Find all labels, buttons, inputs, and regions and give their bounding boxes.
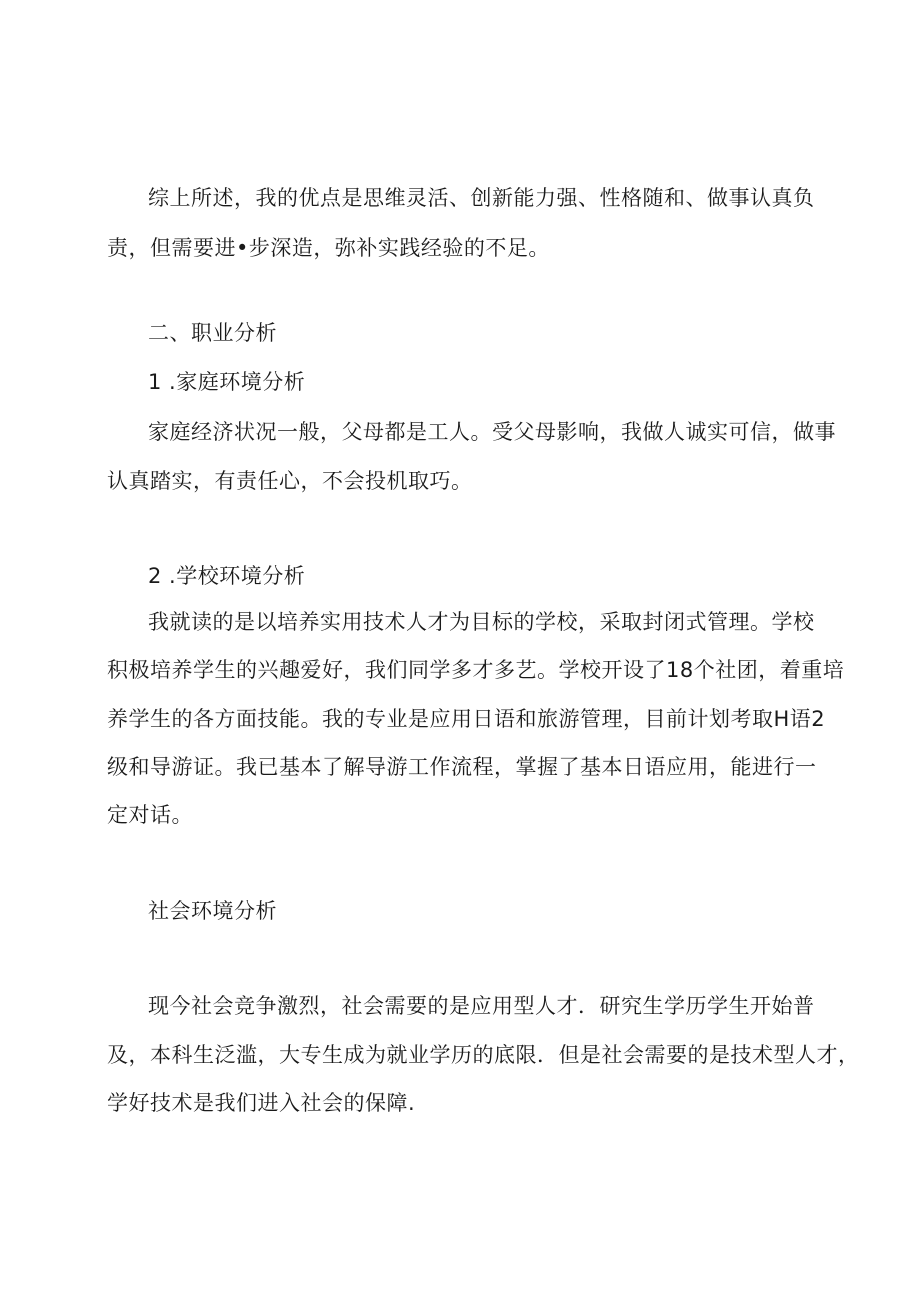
society-line-1: 现今社会竞争激烈，社会需要的是应用型人才．研究生学历学生开始普 — [148, 994, 815, 1018]
family-heading: 1 .家庭环境分析 — [148, 370, 306, 394]
school-line-2: 积极培养学生的兴趣爱好，我们同学多才多艺。学校开设了18个社团，着重培 — [107, 658, 845, 682]
society-line-3: 学好技术是我们进入社会的保障. — [107, 1091, 416, 1115]
summary-line-2: 责，但需要进•步深造，弥补实践经验的不足。 — [107, 236, 550, 260]
summary-line-1: 综上所述，我的优点是思维灵活、创新能力强、性格随和、做事认真负 — [148, 186, 815, 210]
family-line-2: 认真踏实，有责任心，不会投机取巧。 — [107, 469, 473, 493]
school-heading: 2 .学校环境分析 — [148, 564, 306, 588]
section-two-heading: 二、职业分析 — [148, 321, 277, 345]
society-heading: 社会环境分析 — [148, 899, 277, 923]
school-line-1: 我就读的是以培养实用技术人才为目标的学校，采取封闭式管理。学校 — [148, 610, 815, 634]
family-line-1: 家庭经济状况一般，父母都是工人。受父母影响，我做人诚实可信，做事 — [148, 420, 836, 444]
society-line-2: 及，本科生泛滥，大专生成为就业学历的底限．但是社会需要的是技术型人才， — [107, 1043, 860, 1067]
school-line-3: 养学生的各方面技能。我的专业是应用日语和旅游管理，目前计划考取H语2 — [107, 707, 826, 731]
school-line-4: 级和导游证。我已基本了解导游工作流程，掌握了基本日语应用，能进行一 — [107, 755, 817, 779]
school-line-5: 定对话。 — [107, 803, 193, 827]
